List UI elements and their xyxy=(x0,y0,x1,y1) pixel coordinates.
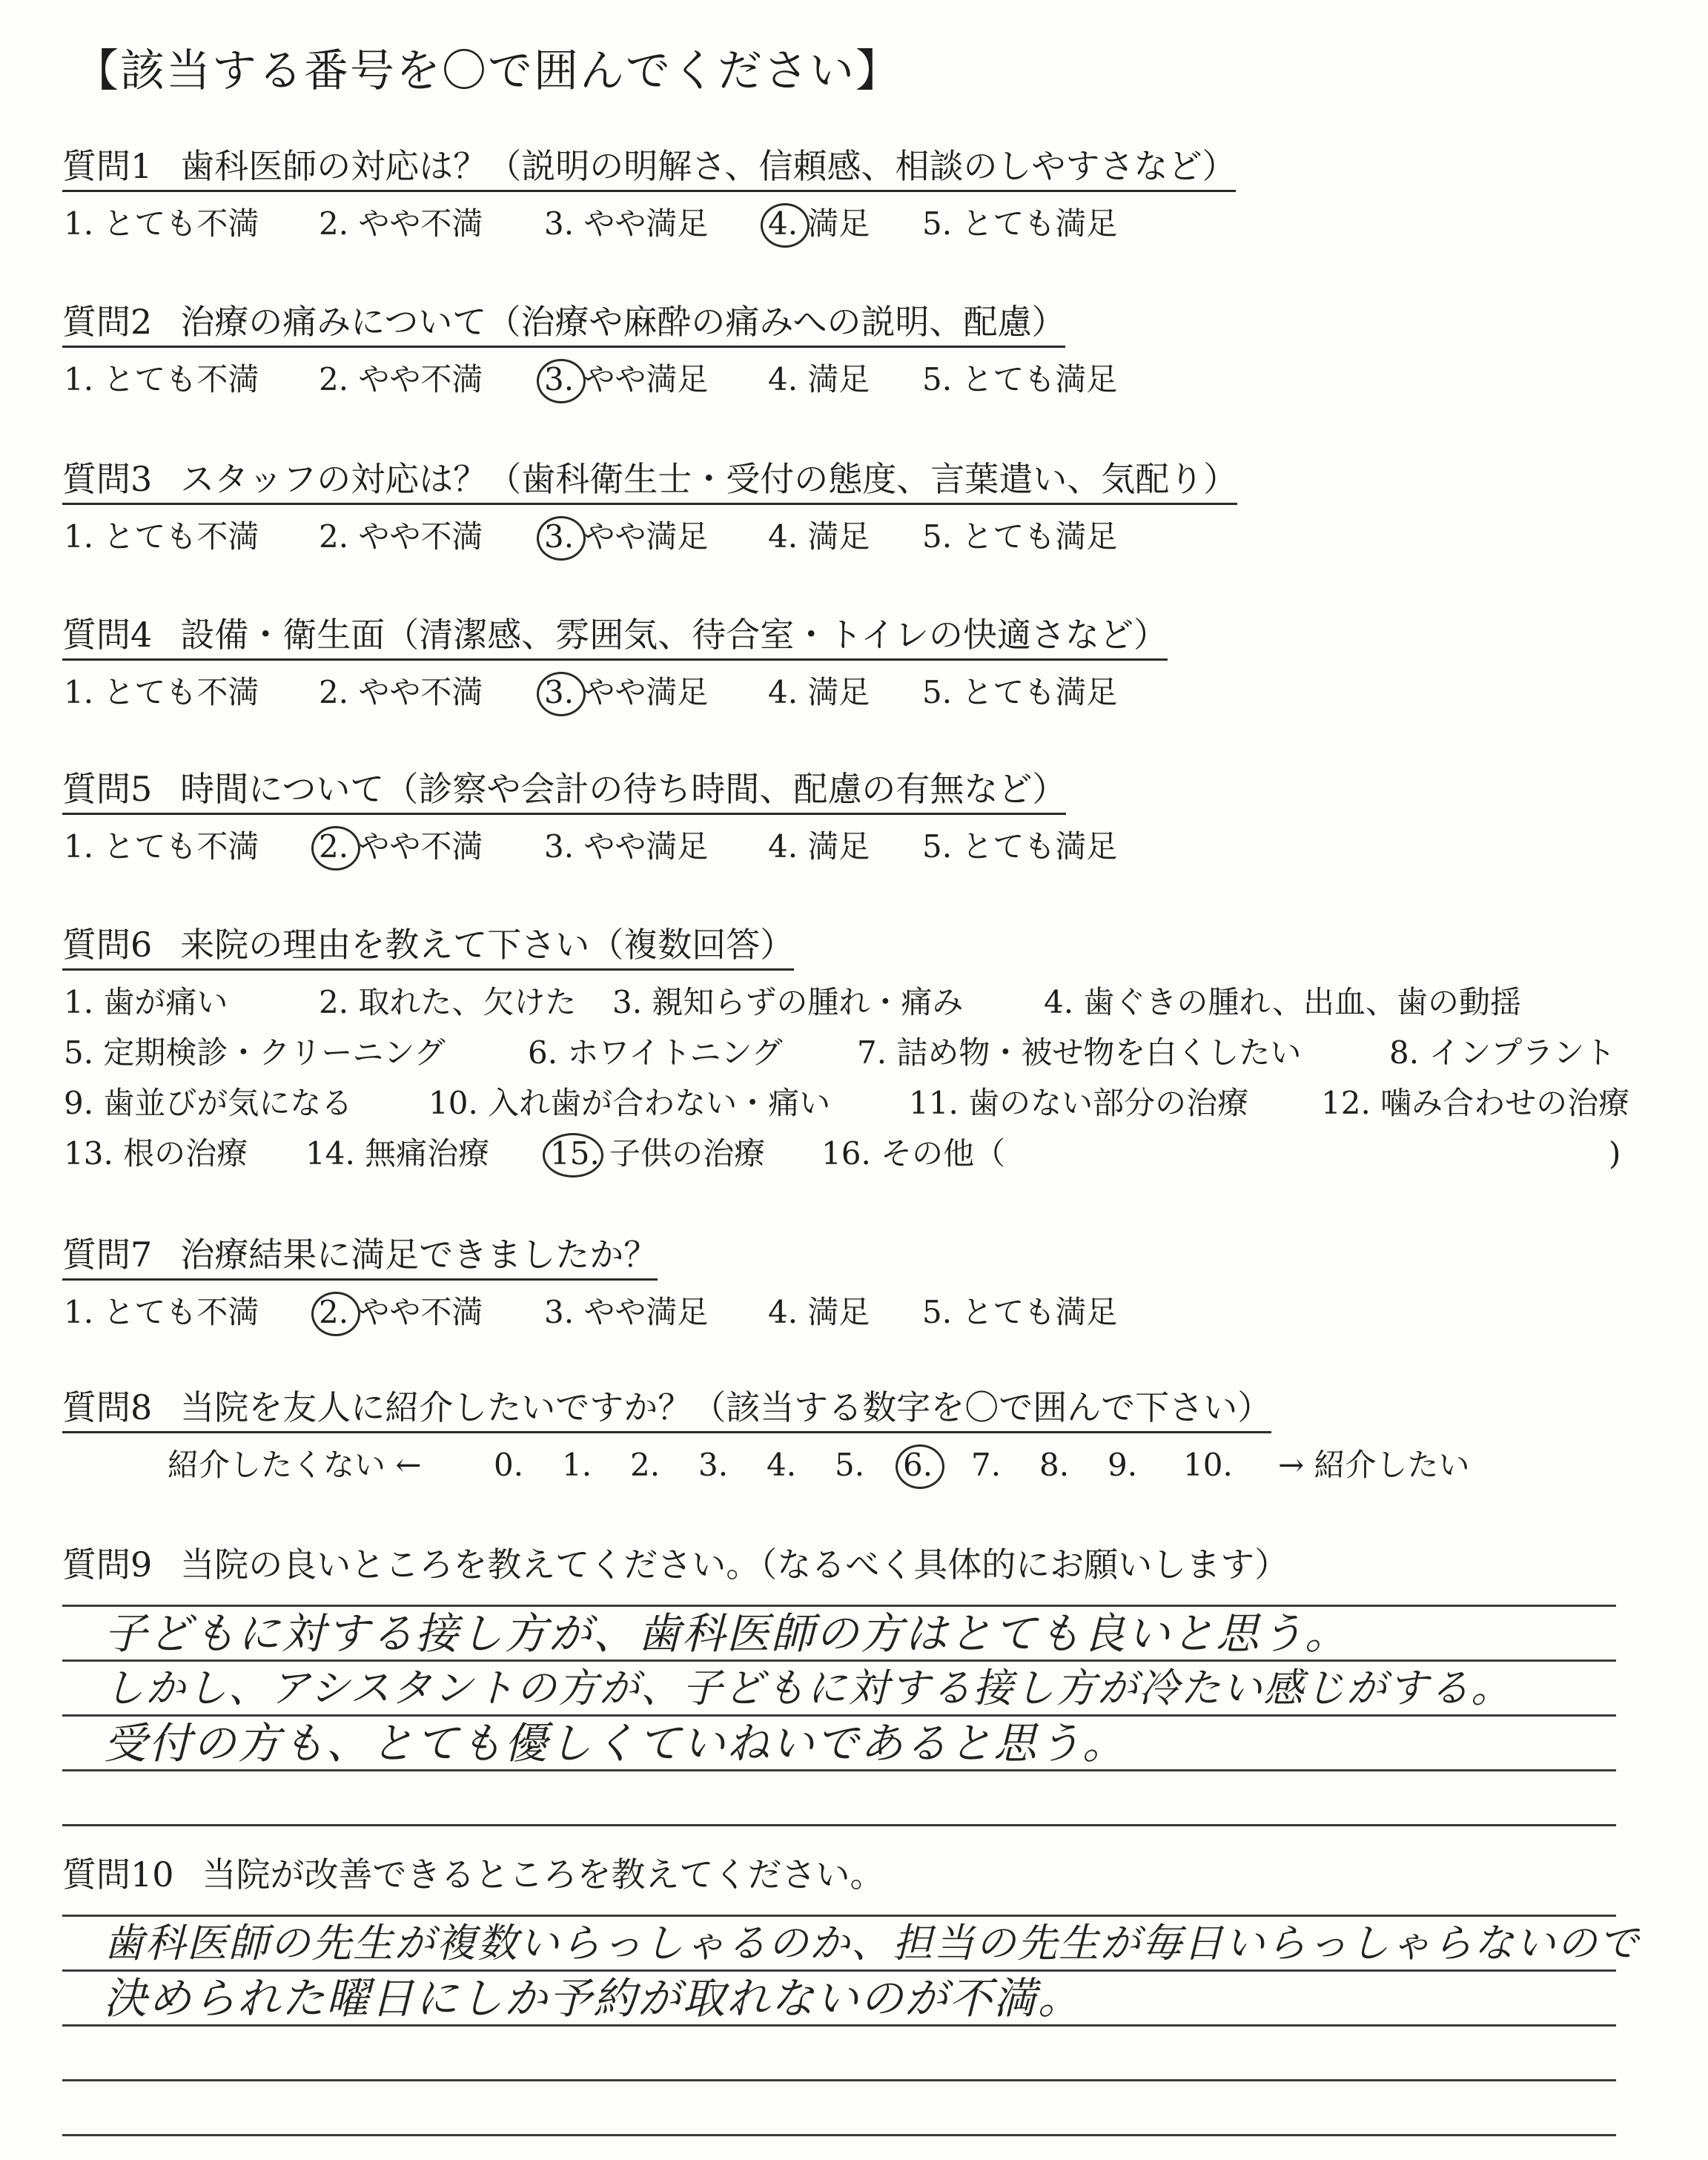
question-10-text: 当院が改善できるところを教えてください。 xyxy=(202,1855,884,1895)
question-2-label: 質問2 xyxy=(62,302,153,342)
q9-answer-line-text-1: 子どもに対する接し方が、歯科医師の方はとても良いと思う。 xyxy=(104,1608,1350,1659)
q4-option-1[interactable]: 1. とても不満 xyxy=(64,674,259,710)
question-9-text: 当院の良いところを教えてください。（なるべく具体的にお願いします） xyxy=(180,1545,1289,1585)
q6-option-6[interactable]: 6. ホワイトニング xyxy=(528,1034,783,1071)
q7-option-1[interactable]: 1. とても不満 xyxy=(64,1294,259,1330)
q8-option-1[interactable]: 1. xyxy=(562,1447,592,1483)
q6-option-12[interactable]: 12. 噛み合わせの治療 xyxy=(1321,1085,1630,1121)
question-4-title xyxy=(62,614,1168,661)
question-3-text: スタッフの対応は？（歯科衛生士・受付の態度、言葉遣い、気配り） xyxy=(180,459,1238,499)
q1-option-4-selected[interactable]: 4. 満足 xyxy=(768,205,870,242)
q6-option-3[interactable]: 3. 親知らずの腫れ・痛み xyxy=(612,984,964,1020)
q8-option-9[interactable]: 9. xyxy=(1108,1447,1138,1483)
q9-answer-line-5 xyxy=(62,1824,1616,1826)
question-2-title xyxy=(62,301,1065,348)
q3-option-2[interactable]: 2. やや不満 xyxy=(319,518,483,555)
q6-option-4[interactable]: 4. 歯ぐきの腫れ、出血、歯の動揺 xyxy=(1044,984,1521,1020)
q5-option-5[interactable]: 5. とても満足 xyxy=(922,828,1118,865)
question-1-label: 質問1 xyxy=(62,146,153,186)
question-4-label: 質問4 xyxy=(62,615,153,655)
question-10-label: 質問10 xyxy=(62,1855,174,1895)
q8-scale-left-label: 紹介したくない ← xyxy=(168,1447,422,1483)
q10-answer-line-2 xyxy=(62,1969,1616,1972)
q6-option-16-other[interactable]: 16. その他（ xyxy=(821,1135,1006,1172)
q10-answer-line-text-2: 決められた曜日にしか予約が取れないのが不満。 xyxy=(104,1973,1083,2024)
q8-option-3[interactable]: 3. xyxy=(698,1447,729,1483)
q10-answer-line-5 xyxy=(62,2134,1616,2136)
question-7-label: 質問7 xyxy=(62,1235,153,1275)
question-10-title xyxy=(62,1854,884,1898)
question-3-title xyxy=(62,458,1237,505)
q5-option-2-selected[interactable]: 2. やや不満 xyxy=(319,828,483,865)
q4-option-5[interactable]: 5. とても満足 xyxy=(922,674,1118,710)
question-5-text: 時間について（診察や会計の待ち時間、配慮の有無など） xyxy=(180,769,1067,809)
q6-option-14[interactable]: 14. 無痛治療 xyxy=(305,1135,490,1172)
q2-option-1[interactable]: 1. とても不満 xyxy=(64,361,259,397)
q7-option-5[interactable]: 5. とても満足 xyxy=(922,1294,1118,1330)
q6-other-close-paren: ) xyxy=(1609,1135,1621,1172)
q6-option-2[interactable]: 2. 取れた、欠けた xyxy=(319,984,577,1020)
q6-option-13[interactable]: 13. 根の治療 xyxy=(64,1135,248,1172)
q1-option-1[interactable]: 1. とても不満 xyxy=(64,205,259,242)
q8-option-5[interactable]: 5. xyxy=(835,1447,865,1483)
q5-option-4[interactable]: 4. 満足 xyxy=(768,828,870,865)
question-6-text: 来院の理由を教えて下さい（複数回答） xyxy=(180,925,795,965)
question-5-title xyxy=(62,768,1066,815)
q7-option-2-selected[interactable]: 2. やや不満 xyxy=(319,1294,483,1330)
q6-option-8[interactable]: 8. インプラント xyxy=(1389,1034,1616,1071)
question-9-title xyxy=(62,1544,1288,1588)
q3-option-3-selected[interactable]: 3. やや満足 xyxy=(544,518,709,555)
question-5-label: 質問5 xyxy=(62,769,153,809)
q9-answer-line-3 xyxy=(62,1714,1616,1717)
q9-answer-line-4 xyxy=(62,1769,1616,1771)
q10-answer-line-text-1: 歯科医師の先生が複数いらっしゃるのか、担当の先生が毎日いらっしゃらないので xyxy=(104,1920,1640,1966)
q3-option-4[interactable]: 4. 満足 xyxy=(768,518,870,555)
q2-option-2[interactable]: 2. やや不満 xyxy=(319,361,483,397)
q1-option-5[interactable]: 5. とても満足 xyxy=(922,205,1118,242)
q8-scale-right-label: → 紹介したい xyxy=(1278,1447,1470,1483)
question-8-title xyxy=(62,1387,1271,1433)
question-4-text: 設備・衛生面（清潔感、雰囲気、待合室・トイレの快適さなど） xyxy=(180,615,1168,655)
q3-option-5[interactable]: 5. とても満足 xyxy=(922,518,1118,555)
q10-answer-line-1 xyxy=(62,1915,1616,1917)
q6-option-5[interactable]: 5. 定期検診・クリーニング xyxy=(64,1034,446,1071)
question-6-title xyxy=(62,924,794,971)
q8-option-8[interactable]: 8. xyxy=(1039,1447,1070,1483)
q4-option-3-selected[interactable]: 3. やや満足 xyxy=(544,674,709,710)
question-7-text: 治療結果に満足できましたか？ xyxy=(180,1235,658,1275)
q8-option-0[interactable]: 0. xyxy=(494,1447,524,1483)
q9-answer-line-2 xyxy=(62,1659,1616,1662)
q6-option-9[interactable]: 9. 歯並びが気になる xyxy=(64,1085,353,1121)
question-2-text: 治療の痛みについて（治療や麻酔の痛みへの説明、配慮） xyxy=(180,302,1066,342)
q9-answer-line-1 xyxy=(62,1605,1616,1607)
q8-option-10[interactable]: 10. xyxy=(1183,1447,1233,1483)
question-9-label: 質問9 xyxy=(62,1545,153,1585)
q8-option-7[interactable]: 7. xyxy=(971,1447,1002,1483)
q4-option-2[interactable]: 2. やや不満 xyxy=(319,674,483,710)
q10-answer-line-3 xyxy=(62,2024,1616,2027)
q6-option-15-selected[interactable]: 15. 子供の治療 xyxy=(550,1135,766,1172)
question-7-title xyxy=(62,1234,658,1281)
question-6-label: 質問6 xyxy=(62,925,153,965)
question-8-text: 当院を友人に紹介したいですか？（該当する数字を〇で囲んで下さい） xyxy=(180,1387,1272,1427)
q8-option-6-selected[interactable]: 6. xyxy=(903,1447,933,1483)
q1-option-3[interactable]: 3. やや満足 xyxy=(544,205,709,242)
q6-option-1[interactable]: 1. 歯が痛い xyxy=(64,984,228,1020)
q10-answer-line-4 xyxy=(62,2079,1616,2081)
q1-option-2[interactable]: 2. やや不満 xyxy=(319,205,483,242)
q2-option-5[interactable]: 5. とても満足 xyxy=(922,361,1118,397)
q7-option-3[interactable]: 3. やや満足 xyxy=(544,1294,709,1330)
q6-option-7[interactable]: 7. 詰め物・被せ物を白くしたい xyxy=(857,1034,1302,1071)
q7-option-4[interactable]: 4. 満足 xyxy=(768,1294,870,1330)
form-header: 【該当する番号を〇で囲んでください】 xyxy=(74,45,901,97)
question-3-label: 質問3 xyxy=(62,459,153,499)
question-1-title xyxy=(62,145,1236,192)
q2-option-3-selected[interactable]: 3. やや満足 xyxy=(544,361,709,397)
q3-option-1[interactable]: 1. とても不満 xyxy=(64,518,259,555)
q9-answer-line-text-2: しかし、アシスタントの方が、子どもに対する接し方が冷たい感じがする。 xyxy=(104,1665,1513,1711)
q6-option-10[interactable]: 10. 入れ歯が合わない・痛い xyxy=(428,1085,831,1121)
q6-option-11[interactable]: 11. 歯のない部分の治療 xyxy=(909,1085,1249,1121)
question-8-label: 質問8 xyxy=(62,1387,153,1427)
q4-option-4[interactable]: 4. 満足 xyxy=(768,674,870,710)
question-1-text: 歯科医師の対応は？（説明の明解さ、信頼感、相談のしやすさなど） xyxy=(180,146,1237,186)
q5-option-3[interactable]: 3. やや満足 xyxy=(544,828,709,865)
q8-option-2[interactable]: 2. xyxy=(630,1447,661,1483)
q9-answer-line-text-3: 受付の方も、とても優しくていねいであると思う。 xyxy=(104,1718,1128,1768)
q8-option-4[interactable]: 4. xyxy=(767,1447,797,1483)
q2-option-4[interactable]: 4. 満足 xyxy=(768,361,870,397)
q5-option-1[interactable]: 1. とても不満 xyxy=(64,828,259,865)
